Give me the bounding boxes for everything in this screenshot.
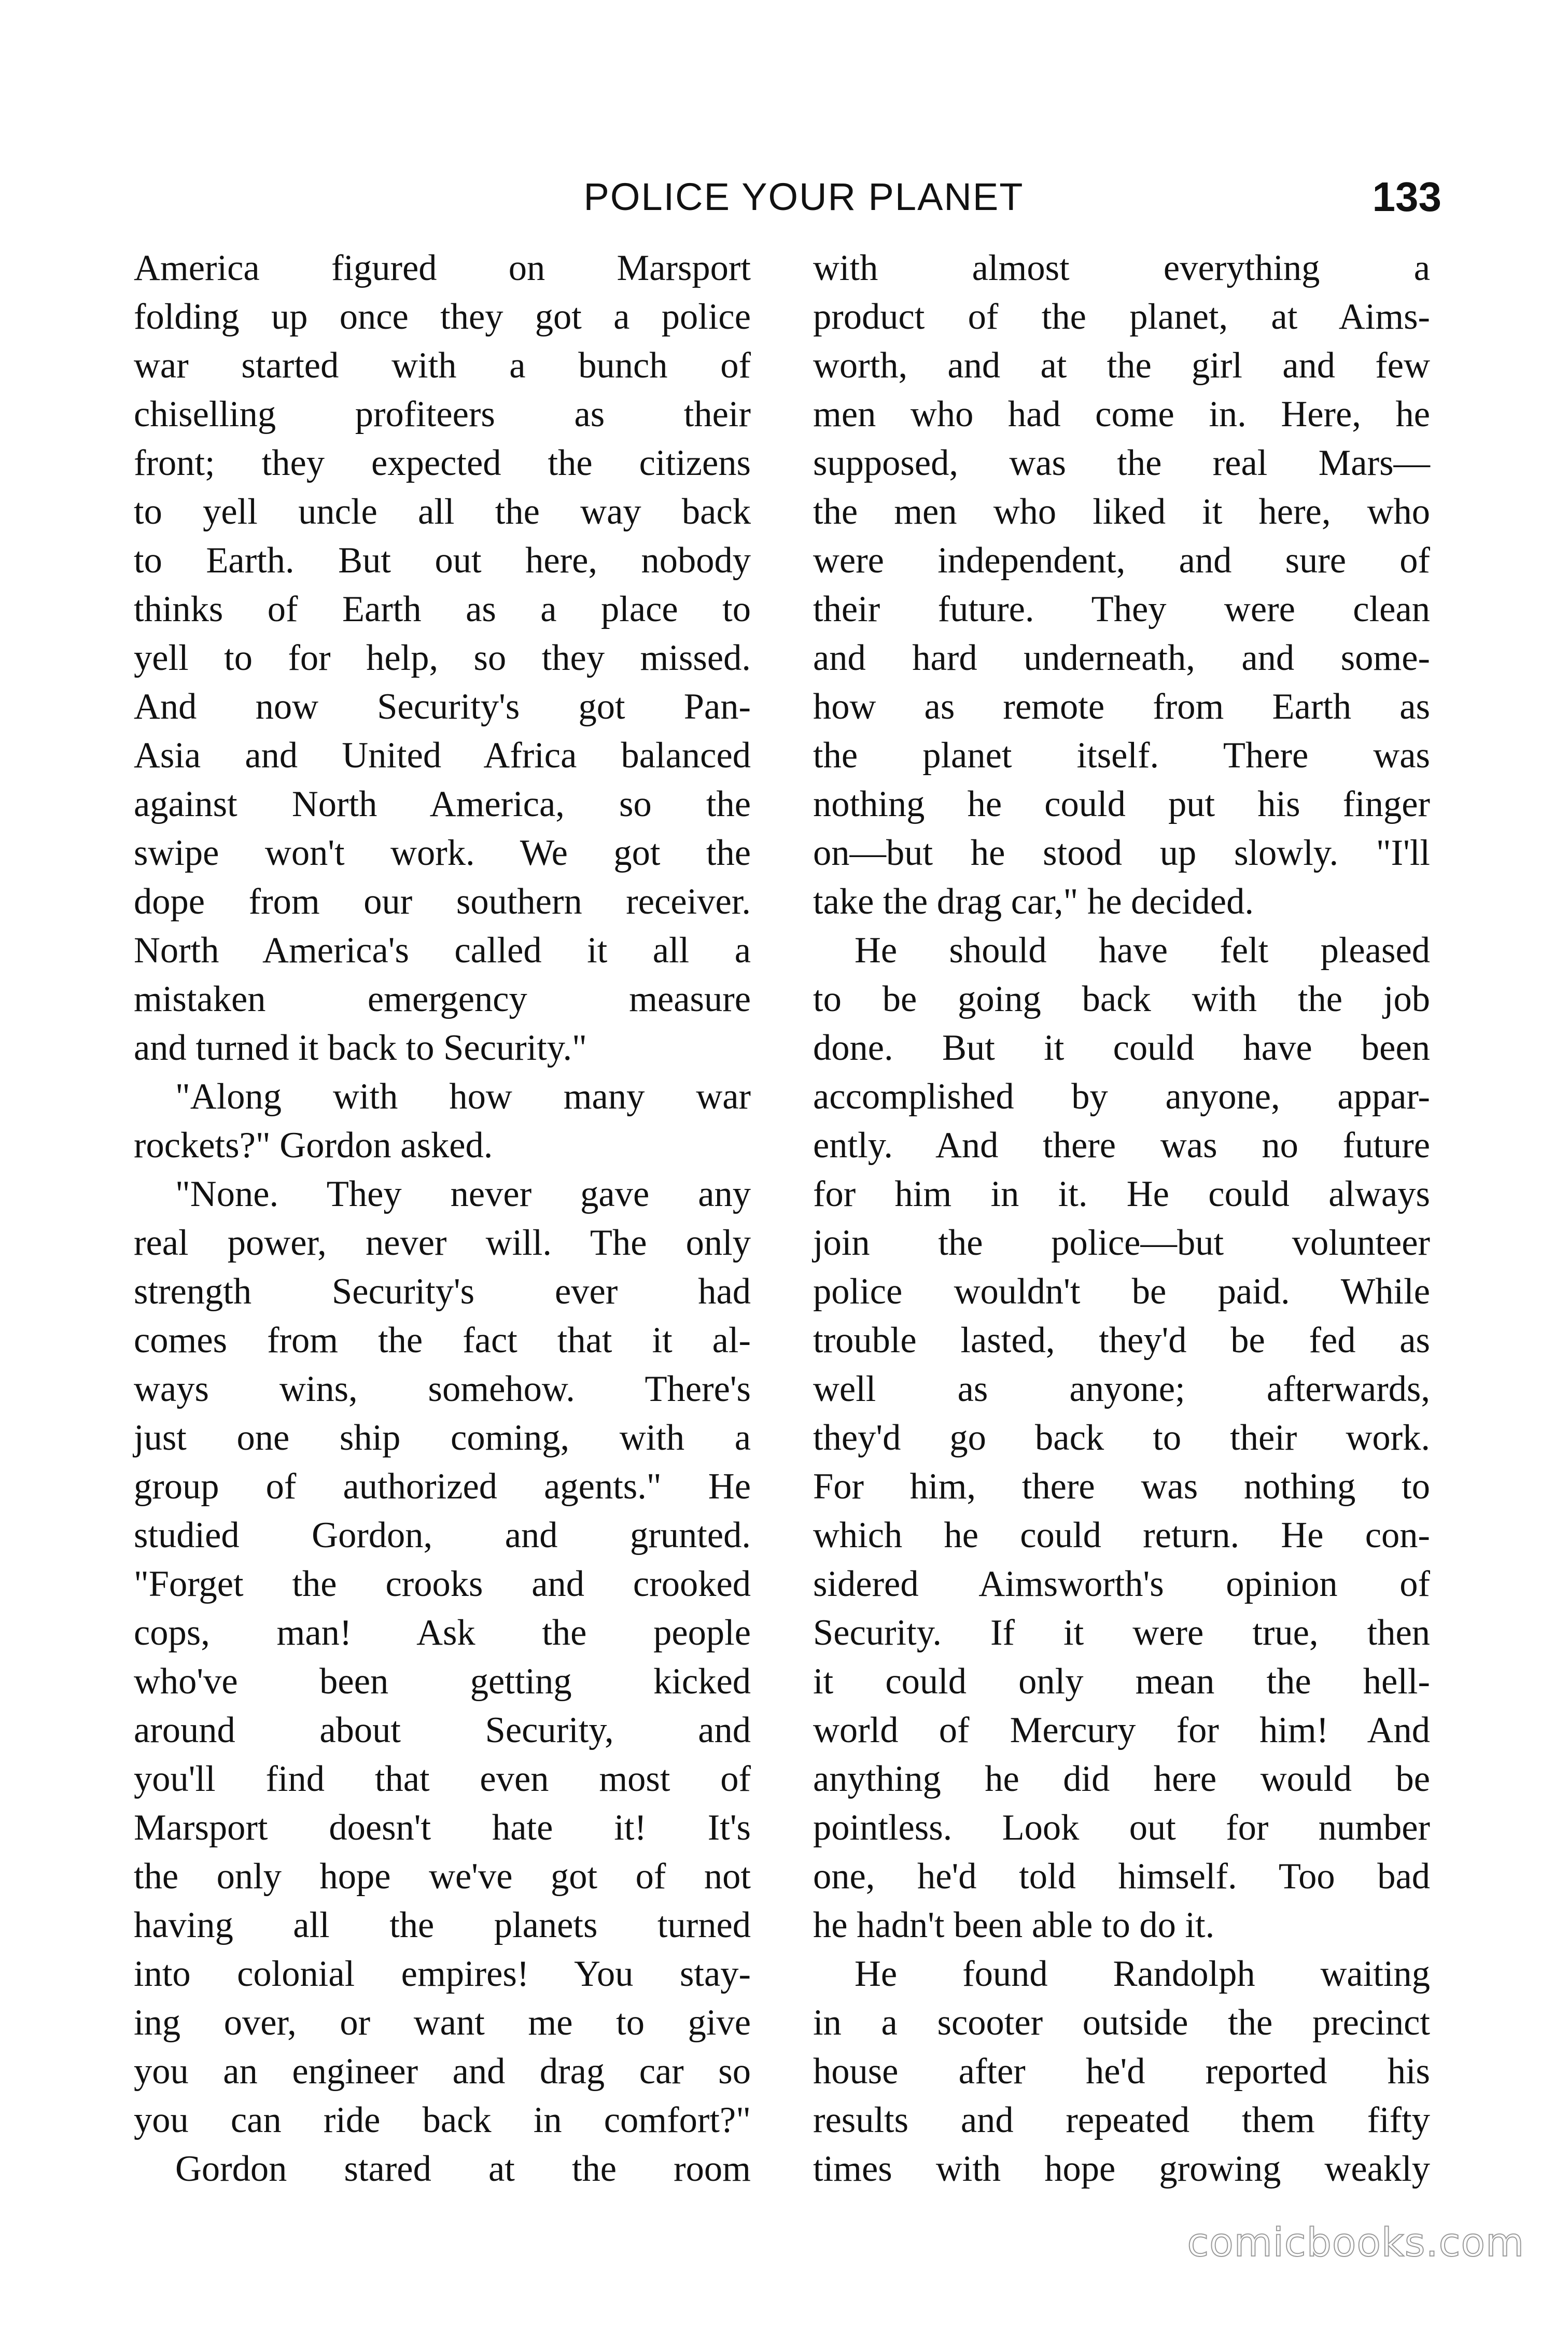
text-line: the only hope we've got of not	[134, 1856, 751, 1897]
text-line: having all the planets turned	[134, 1905, 751, 1945]
text-line: group of authorized agents." He	[134, 1466, 751, 1507]
text-line: Asia and United Africa balanced	[134, 735, 751, 776]
text-line: to Earth. But out here, nobody	[134, 540, 751, 581]
text-line: who've been getting kicked	[134, 1661, 751, 1702]
text-line: and turned it back to Security."	[134, 1028, 587, 1068]
text-line: house after he'd reported his	[813, 2051, 1430, 2092]
text-line: times with hope growing weakly	[813, 2149, 1430, 2189]
text-line: ways wins, somehow. There's	[134, 1369, 751, 1409]
text-line: And now Security's got Pan-	[134, 686, 751, 727]
text-line: on—but he stood up slowly. "I'll	[813, 833, 1430, 873]
text-line: you can ride back in comfort?"	[134, 2100, 751, 2140]
text-line: worth, and at the girl and few	[813, 345, 1430, 386]
text-line: for him in it. He could always	[813, 1174, 1430, 1214]
text-line: "Along with how many war	[175, 1076, 751, 1117]
text-line: take the drag car," he decided.	[813, 881, 1254, 922]
text-line: you'll find that even most of	[134, 1759, 751, 1799]
text-line: to yell uncle all the way back	[134, 492, 751, 532]
text-line: join the police—but volunteer	[813, 1223, 1430, 1263]
text-line: rockets?" Gordon asked.	[134, 1125, 493, 1166]
text-line: pointless. Look out for number	[813, 1807, 1430, 1848]
text-line: thinks of Earth as a place to	[134, 589, 751, 629]
text-line: in a scooter outside the precinct	[813, 2002, 1430, 2043]
text-line: how as remote from Earth as	[813, 686, 1430, 727]
text-line: product of the planet, at Aims-	[813, 297, 1430, 337]
text-line: their future. They were clean	[813, 589, 1430, 629]
text-line: For him, there was nothing to	[813, 1466, 1430, 1507]
page-number: 133	[1372, 174, 1441, 220]
text-line: the planet itself. There was	[813, 735, 1430, 776]
text-line: and hard underneath, and some-	[813, 638, 1430, 678]
text-line: to be going back with the job	[813, 979, 1430, 1019]
text-line: North America's called it all a	[134, 930, 751, 971]
text-line: they'd go back to their work.	[813, 1418, 1430, 1458]
text-line: against North America, so the	[134, 784, 751, 824]
text-line: Gordon stared at the room	[175, 2149, 751, 2189]
text-line: He found Randolph waiting	[855, 1954, 1430, 1994]
text-line: real power, never will. The only	[134, 1223, 751, 1263]
text-line: war started with a bunch of	[134, 345, 751, 386]
right-column	[813, 244, 1430, 2193]
text-line: swipe won't work. We got the	[134, 833, 751, 873]
text-line: it could only mean the hell-	[813, 1661, 1430, 1702]
text-line: studied Gordon, and grunted.	[134, 1515, 751, 1555]
text-line: mistaken emergency measure	[134, 979, 751, 1019]
text-line: with almost everything a	[813, 248, 1430, 288]
text-line: strength Security's ever had	[134, 1271, 751, 1312]
text-line: front; they expected the citizens	[134, 443, 751, 483]
text-line: men who had come in. Here, he	[813, 394, 1430, 434]
text-line: nothing he could put his finger	[813, 784, 1430, 824]
text-line: yell to for help, so they missed.	[134, 638, 751, 678]
text-line: results and repeated them fifty	[813, 2100, 1430, 2140]
text-line: one, he'd told himself. Too bad	[813, 1856, 1430, 1897]
text-line: anything he did here would be	[813, 1759, 1430, 1799]
text-line: chiselling profiteers as their	[134, 394, 751, 434]
text-line: cops, man! Ask the people	[134, 1613, 751, 1653]
text-line: comes from the fact that it al-	[134, 1320, 751, 1361]
text-line: he hadn't been able to do it.	[813, 1905, 1215, 1945]
text-line: dope from our southern receiver.	[134, 881, 751, 922]
text-line: America figured on Marsport	[134, 248, 751, 288]
text-line: supposed, was the real Mars—	[813, 443, 1430, 483]
text-line: world of Mercury for him! And	[813, 1710, 1430, 1750]
text-line: "Forget the crooks and crooked	[134, 1564, 751, 1604]
left-column	[134, 244, 751, 2193]
text-line: around about Security, and	[134, 1710, 751, 1750]
text-line: accomplished by anyone, appar-	[813, 1076, 1430, 1117]
text-line: ing over, or want me to give	[134, 2002, 751, 2043]
text-line: which he could return. He con-	[813, 1515, 1430, 1555]
text-line: police wouldn't be paid. While	[813, 1271, 1430, 1312]
text-line: ently. And there was no future	[813, 1125, 1430, 1166]
text-line: done. But it could have been	[813, 1028, 1430, 1068]
text-line: He should have felt pleased	[855, 930, 1430, 971]
text-line: were independent, and sure of	[813, 540, 1430, 581]
text-line: Security. If it were true, then	[813, 1613, 1430, 1653]
text-line: just one ship coming, with a	[134, 1418, 751, 1458]
text-line: "None. They never gave any	[175, 1174, 751, 1214]
running-title: POLICE YOUR PLANET	[583, 175, 1024, 218]
text-line: you an engineer and drag car so	[134, 2051, 751, 2092]
text-line: the men who liked it here, who	[813, 492, 1430, 532]
text-line: trouble lasted, they'd be fed as	[813, 1320, 1430, 1361]
text-line: Marsport doesn't hate it! It's	[134, 1807, 751, 1848]
text-line: well as anyone; afterwards,	[813, 1369, 1430, 1409]
text-line: into colonial empires! You stay-	[134, 1954, 751, 1994]
site-watermark: comicbooks.com	[1187, 2219, 1524, 2265]
text-line: folding up once they got a police	[134, 297, 751, 337]
text-line: sidered Aimsworth's opinion of	[813, 1564, 1430, 1604]
